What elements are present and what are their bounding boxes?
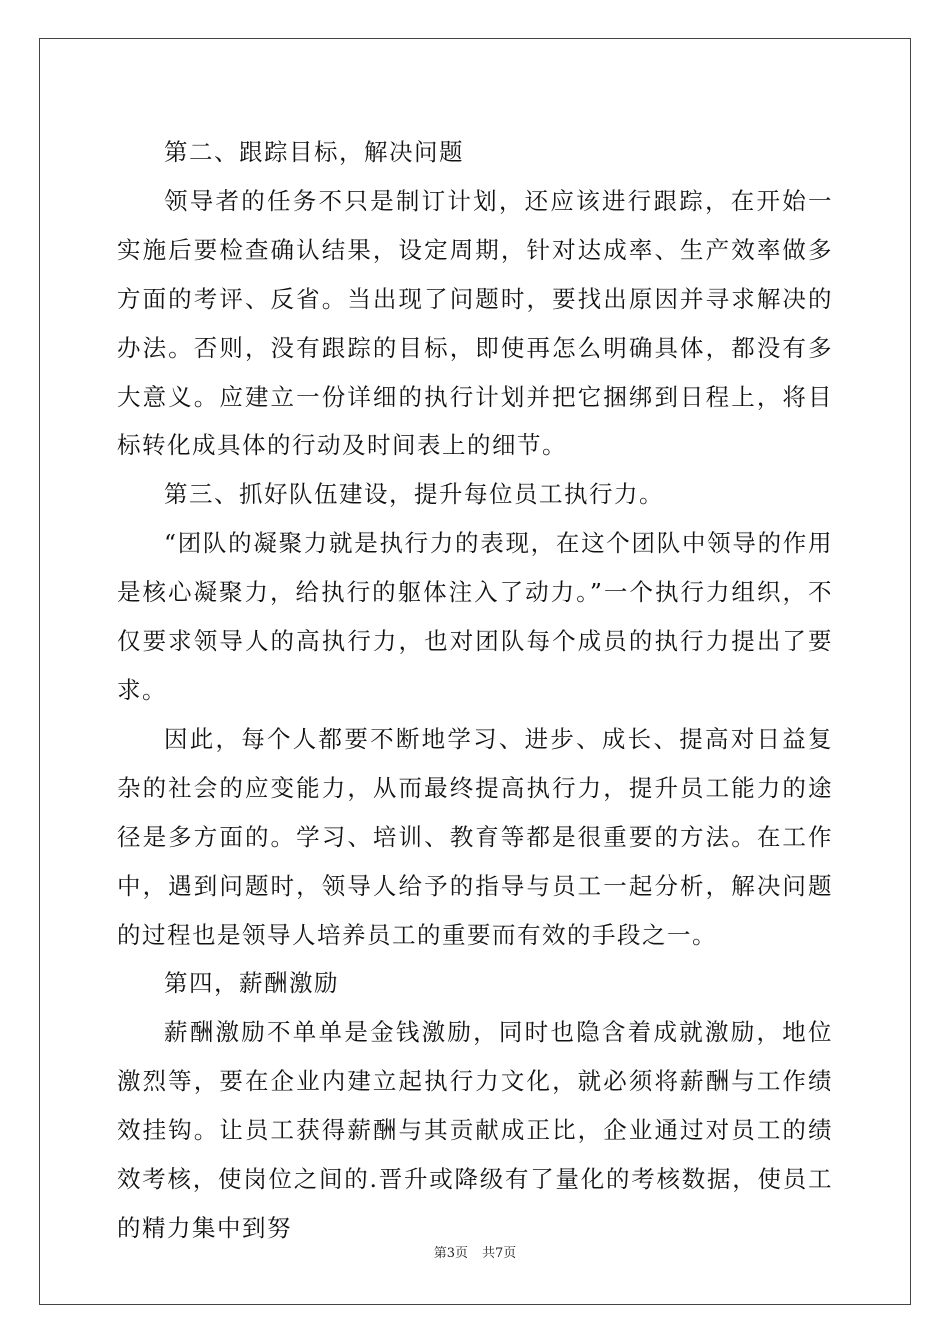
paragraph-tracking: 领导者的任务不只是制订计划，还应该进行跟踪，在开始一实施后要检查确认结果，设定周期，针对达成率、生产效率做多方面的考评、反省。当出现了问题时，要找出原因并寻求解决的办法。否则，没有跟踪的目标，即使再怎么明确具体，都没有多大意义。应建立一份详细的执行计划并把它捆绑到日程上，将目标转化成具体的行动及时间表上的细节。 <box>117 186 833 460</box>
paragraph-team-learning: 因此，每个人都要不断地学习、进步、成长、提高对日益复杂的社会的应变能力，从而最终提高执行力，提升员工能力的途径是多方面的。学习、培训、教育等都是很重要的方法。在工作中，遇到问题时，领导人给予的指导与员工一起分析，解决问题的过程也是领导人培养员工的重要而有效的手段之一。 <box>117 724 833 949</box>
document-body <box>117 128 833 1253</box>
paragraph-salary: 薪酬激励不单单是金钱激励，同时也隐含着成就激励，地位激烈等，要在企业内建立起执行力文化，就必须将薪酬与工作绩效挂钩。让员工获得薪酬与其贡献成正比，企业通过对员工的绩效考核，使岗位之间的.晋升或降级有了量化的考核数据，使员工的精力集中到努 <box>117 1018 833 1242</box>
section-heading-team: 第三、抓好队伍建设，提升每位员工执行力。 <box>164 480 664 509</box>
section-heading-tracking: 第二、跟踪目标，解决问题 <box>164 138 464 166</box>
page-number: 第3页 <box>433 1246 468 1261</box>
page-total: 共7页 <box>482 1246 517 1261</box>
section-heading-salary: 第四，薪酬激励 <box>164 969 339 998</box>
page-footer <box>0 1246 950 1262</box>
paragraph-team-quote: “团队的凝聚力就是执行力的表现，在这个团队中领导的作用是核心凝聚力，给执行的躯体注入了动力。”一个执行力组织，不仅要求领导人的高执行力，也对团队每个成员的执行力提出了要求。 <box>117 529 833 704</box>
